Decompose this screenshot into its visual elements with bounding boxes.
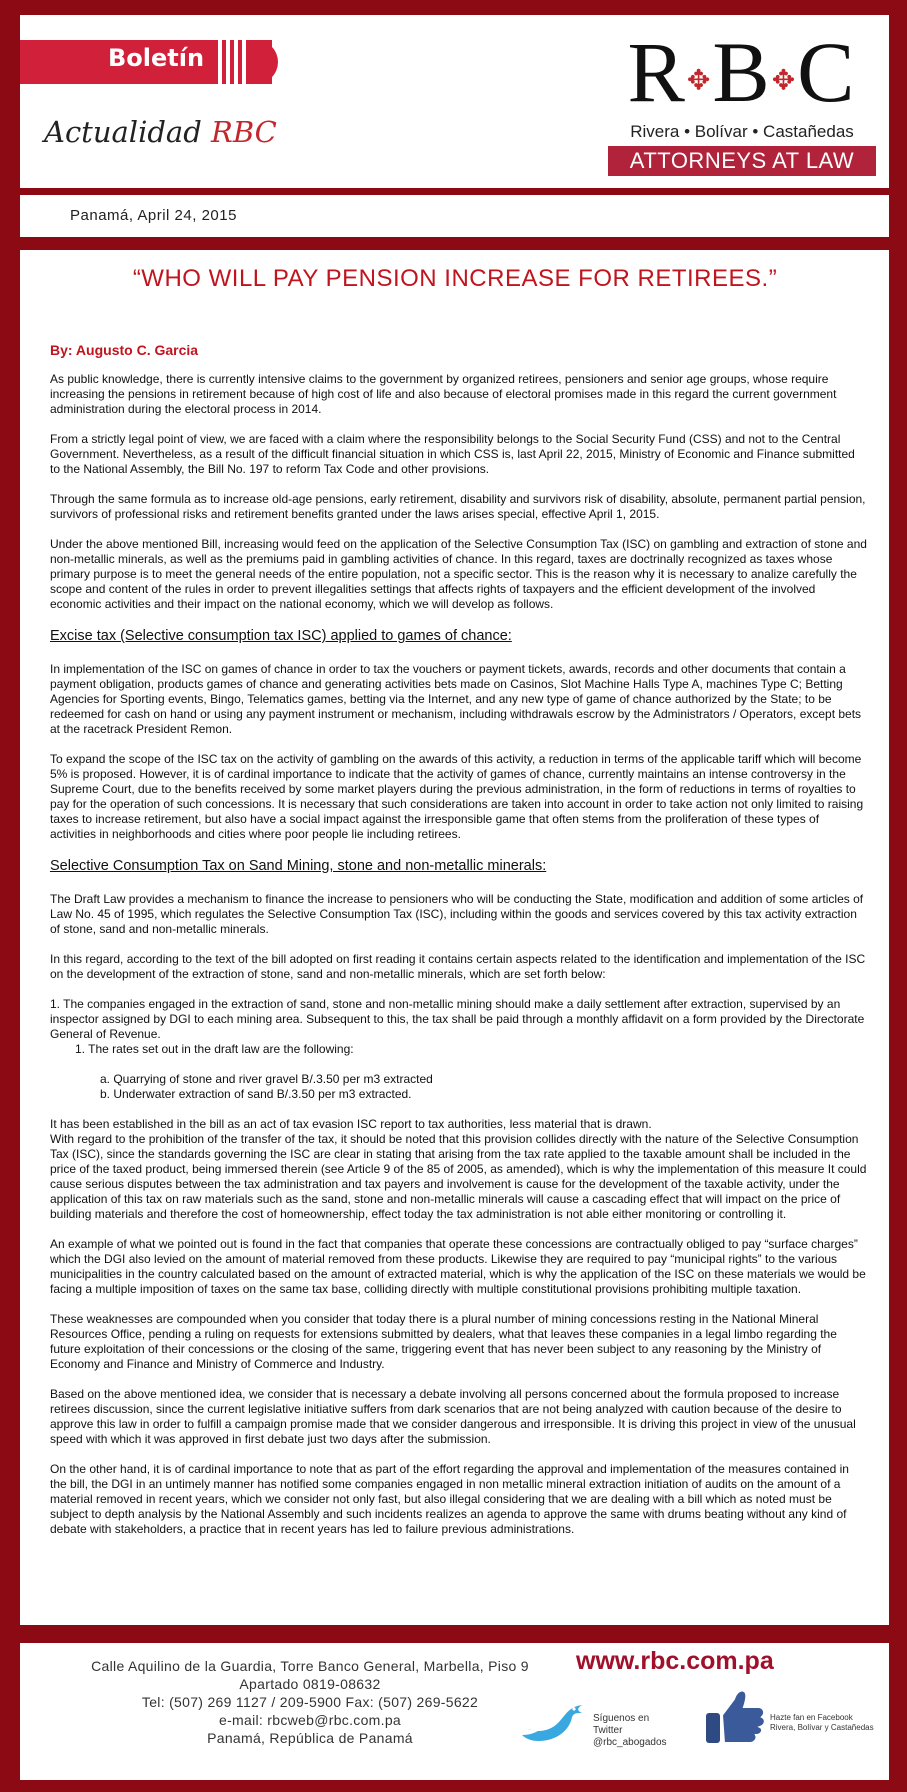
facebook-thumbs-up-icon bbox=[700, 1685, 768, 1747]
rbc-logo-attorneys: ATTORNEYS AT LAW bbox=[608, 146, 876, 176]
article-byline: By: Augusto C. Garcia bbox=[50, 342, 199, 358]
address-line: Apartado 0819-08632 bbox=[239, 1676, 381, 1692]
footer-address bbox=[50, 1657, 570, 1747]
article-title: “WHO WILL PAY PENSION INCREASE FOR RETIREES.” bbox=[132, 265, 778, 292]
address-line: Panamá, República de Panamá bbox=[207, 1730, 413, 1746]
actualidad-word: Actualidad bbox=[44, 115, 202, 149]
phone-line: Tel: (507) 269 1127 / 209-5900 Fax: (507) 269-5622 bbox=[141, 1694, 479, 1710]
paragraph: On the other hand, it is of cardinal importance to note that as part of the effort regarding the approval and implementation of the measures contained in the bill, the DGI in an untimely manner has notified some companies engaged in non metallic mineral extraction initiation of audits on the amount of a material removed in recent years, which we consider not only fast, but also illegal considering that we are dealing with a bill which as noted must be subject to depth analysis by the National Assembly and such incidents realizes an agenda to approve the same with drums beating without any kind of debate with stakeholders, a practice that in recent years has led to failure previous administrations. bbox=[50, 1462, 849, 1536]
twitter-badge[interactable] bbox=[518, 1693, 668, 1753]
boletin-label: Boletín bbox=[108, 44, 205, 72]
section-heading: Selective Consumption Tax on Sand Mining, stone and non-metallic minerals: bbox=[50, 858, 547, 874]
twitter-text bbox=[593, 1713, 668, 1749]
paragraph: In implementation of the ISC on games of chance in order to tax the vouchers or payment tickets, awards, records and other documents that contain a payment obligation, products games of chance and generating activities bets made on Casinos, Slot Machine Halls Type A, machines Type C; Betting Agencies for Sporting events, Bingo, Telematics games, betting via the Internet, and any new type of game of chance authorized by the State; to be redeemed for cash on hand or using any payment instrument or mechanism, including withdrawals escrow by the Administrators / Operators, except bets at the racetrack President Remon. bbox=[50, 662, 862, 736]
paragraph: An example of what we pointed out is found in the fact that companies that operate these concessions are contractually obliged to pay “surface charges” which the DGI also levied on the amount of material removed from these products. Likewise they are required to pay “municipal rights” to the various municipalities in the country calculated based on the amount of extracted material, which is why the application of the ISC on these materials we would be facing a multiple imposition of taxes on the same tax base, colliding directly with multiple constitutional provisions prohibiting multiple taxation. bbox=[50, 1237, 866, 1296]
date-band bbox=[20, 195, 889, 237]
boletin-banner-end bbox=[256, 40, 278, 84]
logo-letter-b: B bbox=[712, 24, 772, 120]
footer-panel bbox=[20, 1643, 889, 1780]
paragraph: To expand the scope of the ISC tax on the activity of gambling on the awards of this activity, a reduction in terms of the applicable tariff which will become 5% is proposed. However, it is of cardinal importance to indicate that the activity of games of chance, currently maintains an intense controversy in the Supreme Court, due to the benefits received by some market players during the previous administration, in the form of reductions in terms of royalties to pay for the operation of such concessions. It is necessary that such considerations are taken into account in order to take action not only limited to raising taxes to increase retirement, but also have a social impact against the irresponsible game that often stems from the proliferation of these types of activities in neighborhoods and cities where poor people lie including retirees. bbox=[50, 752, 864, 841]
paragraph: With regard to the prohibition of the transfer of the tax, it should be noted that this provision collides directly with the nature of the Selective Consumption Tax (ISC), since the standards governing the ISC are clear in stating that arising from the tax rate applied to the taxable amount shall be included in the price of the taxed product, being immersed therein (see Article 9 of the 85 of 2005, as amended), which is why the implementation of this measure It could cause serious disputes between the tax administration and tax payers and involvement is cause for the development of the taxable activity, under the application of this tax on raw materials such as the sand, stone and non-metallic minerals will cause a cascading effect that will impact on the price of building materials and therefore the cost of homeownership, effect today the tax administration is not able either monitoring or controlling it. bbox=[50, 1132, 867, 1221]
facebook-text bbox=[770, 1713, 874, 1733]
paragraph: It has been established in the bill as an act of tax evasion ISC report to tax authorities, less material that is drawn. bbox=[50, 1117, 652, 1131]
facebook-fan: Hazte fan en Facebook bbox=[770, 1713, 853, 1722]
boletin-stripes bbox=[218, 40, 246, 84]
list-item: b. Underwater extraction of sand B/.3.50 per m3 extracted. bbox=[100, 1087, 412, 1101]
paragraph: From a strictly legal point of view, we are faced with a claim where the responsibility belongs to the Social Security Fund (CSS) and not to the Central Government. Nevertheless, as a result of the difficult financial situation in which CSS is, last April 22, 2015, Ministry of Economic and Finance submitted to the National Assembly, the Bill No. 197 to reform Tax Code and other provisions. bbox=[50, 432, 855, 476]
paragraph: Under the above mentioned Bill, increasing would feed on the application of the Selective Consumption Tax (ISC) on gambling and extraction of stone and non-metallic minerals, as well as the premiums paid in gambling activities of chance. In this regard, taxes are doctrinally recognized as taxes whose primary purpose is to meet the general needs of the entire population, not a specific sector. This is the reason why it is necessary to analize carefully the scope and content of the rules in order to prevent illegalities settings that affects rights of taxpayers and the efficient development of the involved economic activities and their impact on the national economy, which we will develop as follows. bbox=[50, 537, 867, 611]
paragraph: Through the same formula as to increase old-age pensions, early retirement, disability and survivors risk of disability, absolute, permanent partial pension, survivors of professional risks and retirement benefits granted under the laws arises special, effective April 1, 2015. bbox=[50, 492, 866, 521]
paragraph: As public knowledge, there is currently intensive claims to the government by organized retirees, pensioners and senior age groups, whose require increasing the pensions in retirement because of high cost of life and also because of electoral promises made in this regard the current government administration during the electoral process in 2014. bbox=[50, 372, 837, 416]
facebook-name: Rivera, Bolívar y Castañedas bbox=[770, 1723, 874, 1732]
logo-letter-c: C bbox=[797, 24, 857, 120]
rbc-logo-letters bbox=[608, 24, 876, 120]
article-body bbox=[50, 372, 868, 1552]
actualidad-title bbox=[44, 115, 277, 149]
twitter-bird-icon bbox=[520, 1699, 590, 1749]
list-item: a. Quarrying of stone and river gravel B/.3.50 per m3 extracted bbox=[100, 1072, 433, 1086]
twitter-handle: @rbc_abogados bbox=[593, 1737, 667, 1748]
diamond-icon: ✥ bbox=[686, 65, 713, 97]
logo-letter-r: R bbox=[627, 24, 687, 120]
list-item: 1. The rates set out in the draft law are the following: bbox=[75, 1042, 354, 1056]
publication-date: Panamá, April 24, 2015 bbox=[70, 207, 237, 224]
paragraph: The Draft Law provides a mechanism to finance the increase to pensioners who will be conducting the State, modification and addition of some articles of Law No. 45 of 1995, which regulates the Selective Consumption Tax (ISC), including within the goods and services covered by this tax activity extraction of stone, sand and non-metallic minerals. bbox=[50, 892, 864, 936]
section-heading: Excise tax (Selective consumption tax ISC) applied to games of chance: bbox=[50, 628, 512, 644]
rbc-logo bbox=[608, 24, 876, 176]
paragraph: Based on the above mentioned idea, we consider that is necessary a debate involving all persons concerned about the formula proposed to increase retirees discussion, since the current legislative initiative suffers from dark scenarios that are not being analyzed with caution because of the desire to approve this law in order to fulfill a campaign promise made that we consider dangerous and irresponsible. It is driving this project in view of the unusual speed with which it was approved in first debate just two days after the submission. bbox=[50, 1387, 856, 1446]
website-link[interactable]: www.rbc.com.pa bbox=[576, 1647, 774, 1675]
boletin-banner bbox=[20, 40, 272, 84]
email-line: e-mail: rbcweb@rbc.com.pa bbox=[219, 1712, 401, 1728]
rbc-logo-names: Rivera • Bolívar • Castañedas bbox=[630, 122, 854, 142]
facebook-badge[interactable] bbox=[700, 1685, 880, 1755]
paragraph: These weaknesses are compounded when you consider that today there is a plural number of mining concessions resting in the National Mineral Resources Office, pending a ruling on requests for extensions submitted by dealers, what that leaves these companies in a legal limbo regarding the future exploitation of their concessions or the closing of the same, triggering event that has never been subject to any reasoning by the Ministry of Economy and Finance and Ministry of Commerce and Industry. bbox=[50, 1312, 837, 1371]
article-panel bbox=[20, 250, 889, 1625]
paragraph: In this regard, according to the text of the bill adopted on first reading it contains certain aspects related to the identification and implementation of the ISC on the development of the extraction of stone, sand and non-metallic minerals, which are set forth below: bbox=[50, 952, 866, 981]
header-panel bbox=[20, 15, 889, 188]
address-line: Calle Aquilino de la Guardia, Torre Banco General, Marbella, Piso 9 bbox=[91, 1658, 529, 1674]
paragraph: 1. The companies engaged in the extraction of sand, stone and non-metallic mining should make a daily settlement after extraction, supervised by an inspector assigned by DGI to each mining area. Subsequent to this, the tax shall be paid through a monthly affidavit on a form provided by the Directorate General of Revenue. bbox=[50, 997, 865, 1041]
actualidad-rbc: RBC bbox=[211, 115, 277, 149]
diamond-icon: ✥ bbox=[771, 65, 798, 97]
twitter-follow: Síguenos en Twitter bbox=[593, 1713, 650, 1736]
